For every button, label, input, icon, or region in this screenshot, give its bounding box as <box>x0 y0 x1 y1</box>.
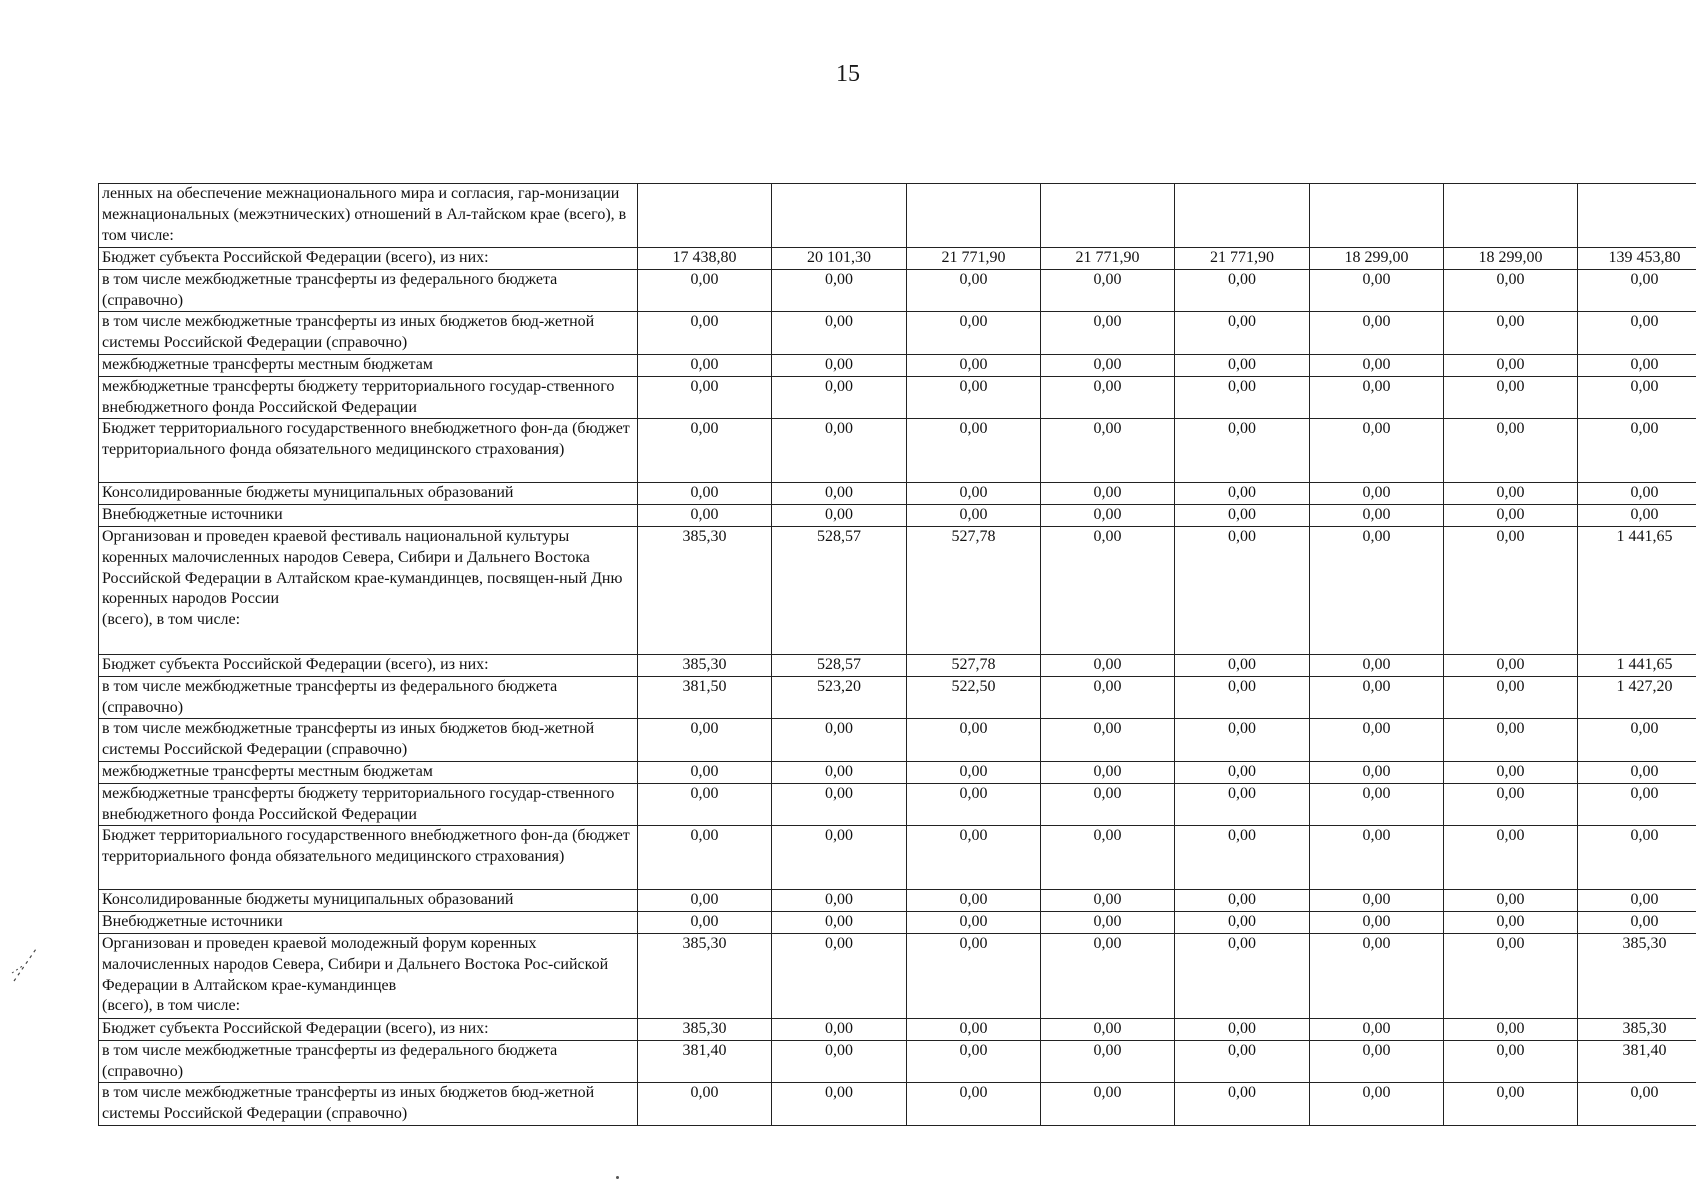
value-cell: 0,00 <box>1310 1018 1444 1040</box>
value-cell: 0,00 <box>1310 676 1444 719</box>
value-cell: 0,00 <box>1175 526 1310 654</box>
table-row <box>99 761 1696 783</box>
value-cell: 0,00 <box>1175 890 1310 912</box>
value-cell: 0,00 <box>1310 483 1444 505</box>
value-cell: 0,00 <box>1444 912 1578 934</box>
value-cell: 0,00 <box>1310 826 1444 890</box>
value-cell: 0,00 <box>1175 761 1310 783</box>
value-cell: 0,00 <box>907 312 1041 355</box>
value-cell: 0,00 <box>638 826 772 890</box>
row-label: Бюджет субъекта Российской Федерации (всего), из них: <box>99 654 638 676</box>
table-row <box>99 376 1696 419</box>
table-row <box>99 676 1696 719</box>
value-cell: 0,00 <box>1578 761 1696 783</box>
value-cell: 0,00 <box>772 1083 907 1126</box>
value-cell: 0,00 <box>1444 1083 1578 1126</box>
value-cell: 1 441,65 <box>1578 654 1696 676</box>
value-cell: 0,00 <box>1310 1040 1444 1083</box>
value-cell: 0,00 <box>1041 483 1175 505</box>
value-cell: 0,00 <box>1310 1083 1444 1126</box>
scan-artifact-dot <box>616 1176 619 1179</box>
table-row <box>99 912 1696 934</box>
value-cell: 0,00 <box>1310 269 1444 312</box>
value-cell: 0,00 <box>1444 269 1578 312</box>
value-cell: 0,00 <box>907 483 1041 505</box>
value-cell: 0,00 <box>638 890 772 912</box>
value-cell: 0,00 <box>1578 376 1696 419</box>
value-cell: 0,00 <box>1175 419 1310 483</box>
value-cell: 0,00 <box>772 376 907 419</box>
value-cell: 0,00 <box>1041 505 1175 527</box>
value-cell: 0,00 <box>1444 354 1578 376</box>
value-cell: 0,00 <box>1578 269 1696 312</box>
row-label: Бюджет территориального государственного внебюджетного фон-да (бюджет территориального фонда обязательного медицинского страхования) <box>99 419 638 483</box>
value-cell: 0,00 <box>1175 483 1310 505</box>
scan-artifact-mark <box>10 945 40 985</box>
value-cell: 0,00 <box>907 826 1041 890</box>
row-label: межбюджетные трансферты бюджету территориального государ-ственного внебюджетного фонда Российской Федерации <box>99 783 638 826</box>
row-label: в том числе межбюджетные трансферты из федерального бюджета (справочно) <box>99 269 638 312</box>
row-label: Консолидированные бюджеты муниципальных образований <box>99 483 638 505</box>
row-label: Бюджет субъекта Российской Федерации (всего), из них: <box>99 248 638 270</box>
value-cell: 522,50 <box>907 676 1041 719</box>
value-cell: 21 771,90 <box>907 248 1041 270</box>
value-cell: 0,00 <box>1175 505 1310 527</box>
value-cell: 0,00 <box>638 483 772 505</box>
budget-table-body <box>99 184 1696 1126</box>
value-cell: 0,00 <box>1041 761 1175 783</box>
value-cell: 21 771,90 <box>1175 248 1310 270</box>
value-cell: 0,00 <box>1041 676 1175 719</box>
value-cell: 0,00 <box>638 376 772 419</box>
value-cell: 0,00 <box>1578 912 1696 934</box>
value-cell: 0,00 <box>1444 826 1578 890</box>
value-cell: 0,00 <box>1310 526 1444 654</box>
value-cell: 0,00 <box>907 719 1041 762</box>
row-label: Бюджет субъекта Российской Федерации (всего), из них: <box>99 1018 638 1040</box>
page-number: 15 <box>836 61 860 87</box>
value-cell: 0,00 <box>1444 312 1578 355</box>
value-cell: 0,00 <box>1444 419 1578 483</box>
table-row <box>99 1040 1696 1083</box>
value-cell: 0,00 <box>1578 483 1696 505</box>
value-cell: 0,00 <box>1310 933 1444 1018</box>
value-cell: 0,00 <box>1578 505 1696 527</box>
row-label: Бюджет территориального государственного внебюджетного фон-да (бюджет территориального фонда обязательного медицинского страхования) <box>99 826 638 890</box>
row-label: межбюджетные трансферты бюджету территориального государ-ственного внебюджетного фонда Российской Федерации <box>99 376 638 419</box>
value-cell: 0,00 <box>1578 1083 1696 1126</box>
value-cell: 0,00 <box>638 354 772 376</box>
table-row <box>99 419 1696 483</box>
value-cell: 0,00 <box>772 783 907 826</box>
value-cell: 0,00 <box>1041 269 1175 312</box>
value-cell: 0,00 <box>1175 826 1310 890</box>
value-cell: 0,00 <box>1310 419 1444 483</box>
value-cell: 0,00 <box>1041 826 1175 890</box>
value-cell: 0,00 <box>1578 354 1696 376</box>
value-cell: 0,00 <box>638 269 772 312</box>
value-cell: 0,00 <box>1444 783 1578 826</box>
value-cell: 0,00 <box>1041 783 1175 826</box>
value-cell: 18 299,00 <box>1310 248 1444 270</box>
value-cell: 0,00 <box>907 505 1041 527</box>
value-cell: 0,00 <box>1310 719 1444 762</box>
value-cell: 0,00 <box>1041 933 1175 1018</box>
value-cell: 0,00 <box>907 912 1041 934</box>
value-cell: 0,00 <box>638 912 772 934</box>
value-cell: 1 441,65 <box>1578 526 1696 654</box>
value-cell: 0,00 <box>1444 933 1578 1018</box>
value-cell: 523,20 <box>772 676 907 719</box>
value-cell: 0,00 <box>1041 1083 1175 1126</box>
value-cell: 0,00 <box>1310 912 1444 934</box>
value-cell: 0,00 <box>1041 354 1175 376</box>
value-cell: 0,00 <box>1444 1018 1578 1040</box>
table-row <box>99 354 1696 376</box>
row-label: Организован и проведен краевой молодежный форум коренных малочисленных народов Севера, Сибири и Дальнего Востока Рос-сийской Федерации в Алтайском крае-кумандинцев (всего), в том числе: <box>99 933 638 1018</box>
value-cell: 528,57 <box>772 526 907 654</box>
value-cell: 385,30 <box>638 933 772 1018</box>
value-cell: 0,00 <box>638 719 772 762</box>
value-cell: 0,00 <box>772 719 907 762</box>
table-row <box>99 312 1696 355</box>
table-row <box>99 526 1696 654</box>
value-cell: 0,00 <box>1578 719 1696 762</box>
value-cell: 0,00 <box>1310 312 1444 355</box>
table-row <box>99 1083 1696 1126</box>
value-cell: 0,00 <box>1175 676 1310 719</box>
row-label: межбюджетные трансферты местным бюджетам <box>99 761 638 783</box>
value-cell: 0,00 <box>907 890 1041 912</box>
value-cell: 0,00 <box>907 933 1041 1018</box>
value-cell: 0,00 <box>1578 419 1696 483</box>
value-cell: 21 771,90 <box>1041 248 1175 270</box>
value-cell: 0,00 <box>1310 890 1444 912</box>
table-row <box>99 719 1696 762</box>
table-row <box>99 783 1696 826</box>
value-cell: 0,00 <box>772 761 907 783</box>
value-cell: 527,78 <box>907 654 1041 676</box>
value-cell: 0,00 <box>638 761 772 783</box>
table-row <box>99 483 1696 505</box>
value-cell: 381,40 <box>1578 1040 1696 1083</box>
value-cell: 0,00 <box>1175 312 1310 355</box>
value-cell: 0,00 <box>1175 654 1310 676</box>
budget-table <box>98 183 1696 1126</box>
value-cell: 0,00 <box>1175 1040 1310 1083</box>
value-cell: 0,00 <box>1444 1040 1578 1083</box>
table-row <box>99 654 1696 676</box>
value-cell: 0,00 <box>907 783 1041 826</box>
value-cell: 0,00 <box>1175 912 1310 934</box>
value-cell: 0,00 <box>1444 505 1578 527</box>
value-cell: 385,30 <box>1578 933 1696 1018</box>
value-cell <box>1310 184 1444 248</box>
value-cell: 139 453,80 <box>1578 248 1696 270</box>
value-cell: 0,00 <box>1444 676 1578 719</box>
value-cell: 0,00 <box>1578 783 1696 826</box>
value-cell: 18 299,00 <box>1444 248 1578 270</box>
value-cell: 385,30 <box>638 1018 772 1040</box>
value-cell: 0,00 <box>772 505 907 527</box>
row-label: в том числе межбюджетные трансферты из иных бюджетов бюд-жетной системы Российской Федерации (справочно) <box>99 1083 638 1126</box>
value-cell: 0,00 <box>1041 654 1175 676</box>
value-cell: 0,00 <box>1444 376 1578 419</box>
value-cell: 0,00 <box>1175 269 1310 312</box>
table-row <box>99 1018 1696 1040</box>
value-cell: 17 438,80 <box>638 248 772 270</box>
table-row <box>99 933 1696 1018</box>
row-label: в том числе межбюджетные трансферты из федерального бюджета (справочно) <box>99 676 638 719</box>
value-cell: 0,00 <box>1310 783 1444 826</box>
value-cell: 0,00 <box>1310 654 1444 676</box>
value-cell: 0,00 <box>907 419 1041 483</box>
value-cell: 0,00 <box>772 1018 907 1040</box>
value-cell: 0,00 <box>1175 783 1310 826</box>
row-label: межбюджетные трансферты местным бюджетам <box>99 354 638 376</box>
value-cell: 0,00 <box>772 354 907 376</box>
value-cell: 0,00 <box>638 505 772 527</box>
value-cell: 0,00 <box>1444 719 1578 762</box>
value-cell: 0,00 <box>1175 354 1310 376</box>
row-label: Внебюджетные источники <box>99 505 638 527</box>
value-cell: 0,00 <box>772 890 907 912</box>
value-cell <box>907 184 1041 248</box>
value-cell: 0,00 <box>1578 890 1696 912</box>
value-cell <box>1444 184 1578 248</box>
value-cell: 381,40 <box>638 1040 772 1083</box>
value-cell: 0,00 <box>1310 761 1444 783</box>
value-cell: 0,00 <box>1041 312 1175 355</box>
value-cell: 0,00 <box>772 933 907 1018</box>
value-cell: 0,00 <box>1310 376 1444 419</box>
row-label: Организован и проведен краевой фестиваль национальной культуры коренных малочисленных народов Севера, Сибири и Дальнего Востока Российской Федерации в Алтайском крае-кумандинцев, посвящен-ный Дню коренных народов России (всего), в том числе: <box>99 526 638 654</box>
value-cell: 381,50 <box>638 676 772 719</box>
value-cell: 0,00 <box>1444 654 1578 676</box>
table-row <box>99 890 1696 912</box>
row-label: в том числе межбюджетные трансферты из иных бюджетов бюд-жетной системы Российской Федерации (справочно) <box>99 312 638 355</box>
value-cell: 0,00 <box>907 1083 1041 1126</box>
row-label: в том числе межбюджетные трансферты из федерального бюджета (справочно) <box>99 1040 638 1083</box>
value-cell: 385,30 <box>1578 1018 1696 1040</box>
table-row <box>99 248 1696 270</box>
value-cell <box>772 184 907 248</box>
value-cell: 385,30 <box>638 526 772 654</box>
value-cell: 0,00 <box>772 912 907 934</box>
value-cell: 0,00 <box>772 1040 907 1083</box>
value-cell: 0,00 <box>772 312 907 355</box>
value-cell: 0,00 <box>1041 912 1175 934</box>
value-cell: 0,00 <box>638 1083 772 1126</box>
value-cell: 0,00 <box>907 269 1041 312</box>
value-cell: 0,00 <box>638 419 772 483</box>
value-cell: 0,00 <box>1175 719 1310 762</box>
value-cell <box>1175 184 1310 248</box>
value-cell: 0,00 <box>1041 419 1175 483</box>
value-cell: 0,00 <box>1041 1018 1175 1040</box>
value-cell: 0,00 <box>1041 1040 1175 1083</box>
value-cell: 0,00 <box>638 312 772 355</box>
table-row <box>99 184 1696 248</box>
value-cell: 0,00 <box>772 826 907 890</box>
value-cell: 0,00 <box>907 1040 1041 1083</box>
value-cell: 0,00 <box>1175 1083 1310 1126</box>
value-cell: 20 101,30 <box>772 248 907 270</box>
value-cell: 0,00 <box>907 761 1041 783</box>
value-cell: 1 427,20 <box>1578 676 1696 719</box>
value-cell: 385,30 <box>638 654 772 676</box>
table-row <box>99 826 1696 890</box>
value-cell: 0,00 <box>907 354 1041 376</box>
row-label: в том числе межбюджетные трансферты из иных бюджетов бюд-жетной системы Российской Федерации (справочно) <box>99 719 638 762</box>
value-cell: 0,00 <box>772 269 907 312</box>
value-cell: 0,00 <box>1310 505 1444 527</box>
value-cell: 0,00 <box>772 419 907 483</box>
row-label: Консолидированные бюджеты муниципальных образований <box>99 890 638 912</box>
value-cell: 0,00 <box>1041 719 1175 762</box>
value-cell: 0,00 <box>1175 1018 1310 1040</box>
value-cell: 0,00 <box>1175 933 1310 1018</box>
value-cell: 0,00 <box>1444 761 1578 783</box>
value-cell: 0,00 <box>1444 890 1578 912</box>
value-cell: 0,00 <box>907 376 1041 419</box>
value-cell: 528,57 <box>772 654 907 676</box>
value-cell: 0,00 <box>1175 376 1310 419</box>
value-cell <box>1578 184 1696 248</box>
value-cell: 527,78 <box>907 526 1041 654</box>
table-row <box>99 505 1696 527</box>
value-cell: 0,00 <box>1041 890 1175 912</box>
value-cell: 0,00 <box>1578 312 1696 355</box>
value-cell: 0,00 <box>1041 376 1175 419</box>
value-cell: 0,00 <box>907 1018 1041 1040</box>
value-cell: 0,00 <box>1310 354 1444 376</box>
value-cell <box>1041 184 1175 248</box>
value-cell: 0,00 <box>1444 483 1578 505</box>
value-cell: 0,00 <box>1041 526 1175 654</box>
row-label: ленных на обеспечение межнационального мира и согласия, гар-монизации межнациональных (межэтнических) отношений в Ал-тайском крае (всего), в том числе: <box>99 184 638 248</box>
value-cell: 0,00 <box>1444 526 1578 654</box>
value-cell: 0,00 <box>772 483 907 505</box>
table-row <box>99 269 1696 312</box>
value-cell: 0,00 <box>1578 826 1696 890</box>
value-cell: 0,00 <box>638 783 772 826</box>
row-label: Внебюджетные источники <box>99 912 638 934</box>
value-cell <box>638 184 772 248</box>
